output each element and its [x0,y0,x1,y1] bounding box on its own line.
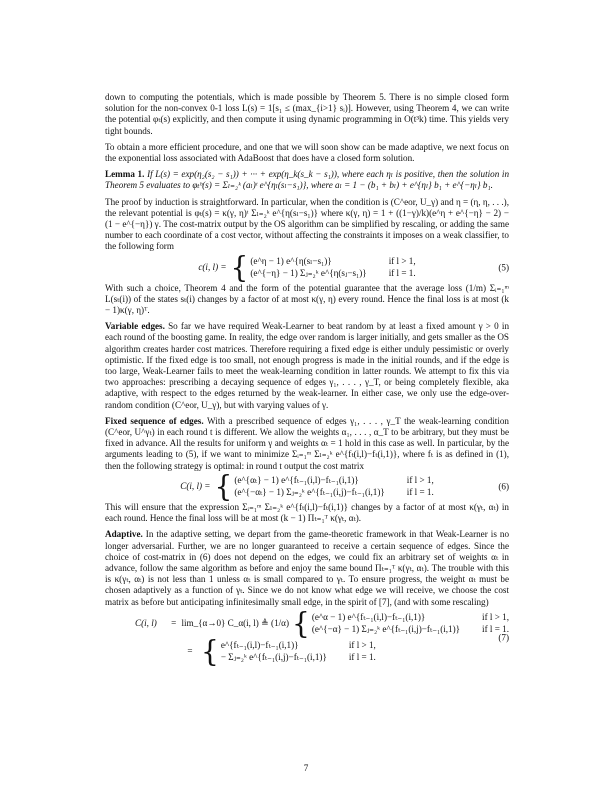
equation-7-r2-case2-expr: − Σⱼ₌₂ᵏ e^{fₜ₋₁(i,j)−fₜ₋₁(i,1)} [220,652,327,663]
equation-7 [105,605,509,669]
equation-6-number: (6) [498,481,509,492]
equation-5-cases [250,256,415,280]
page-number: 7 [303,763,309,773]
paragraph-adaptive [105,529,509,607]
lemma-heading: Lemma 1. [105,169,145,180]
equation-5-number: (5) [498,261,509,272]
paragraph-fixed-sequence [105,416,509,472]
equation-5-case2-expr: (e^{−η} − 1) Σⱼ₌₂ᵏ e^{η(sⱼ−s₁)} [250,268,367,279]
equation-6-lhs: C(i, l) = [180,481,211,492]
lemma-1 [105,169,509,191]
equation-7-row2-equals: = [187,645,193,656]
equation-7-cases-1 [312,612,509,636]
equation-7-r2-case2-cond: if l = 1. [348,652,376,663]
equation-7-r1-case1-expr: (e^α − 1) e^{fₜ₋₁(i,l)−fₜ₋₁(i,1)} [311,611,426,622]
equation-7-r1-case2-cond: if l = 1. [482,624,509,635]
lemma-statement: If L(s) = exp(η₂(s₂ − s₁)) + ··· + exp(η_k(s_k − s₁)), where each ηₗ is positive, then the solution in Theorem 5 evaluates to φₜᵇ(s) = Σₗ₌₂ᵏ (aₗ)ᵗ e^{ηₗ(sₗ−s₁)}, where aₗ = 1 − (b₁ + bₗ) + e^{ηₗ} b₁ + e^{−ηₗ} b₁. [105,169,510,191]
paper-page-body [105,92,510,669]
equation-7-number: (7) [498,631,509,642]
equation-6-case2-expr: (e^{−αₜ} − 1) Σⱼ₌₂ᵏ e^{fₜ₋₁(i,j)−fₜ₋₁(i,1)} [234,487,385,498]
equation-6-case1-expr: (e^{αₜ} − 1) e^{fₜ₋₁(i,l)−fₜ₋₁(i,1)} [234,474,359,485]
paragraph-final-loss: This will ensure that the expression Σᵢ₌₁ᵐ Σₗ₌₂ᵏ e^{fₜ(i,l)−fₜ(i,1)} changes by a factor of at most κ(γₜ, αₜ) in each round. Hence the final loss will be at most (k − 1) Πₜ₌₁ᵀ κ(γₜ, αₜ). [105,501,509,524]
equation-5-case1-expr: (e^η − 1) e^{η(sₗ−s₁)} [250,255,332,266]
equation-7-lhs: C(i, l) [135,617,157,628]
fixed-sequence-heading: Fixed sequence of edges. [105,415,204,426]
adaptive-body: In the adaptive setting, we depart from the game-theoretic framework in that Weak-Learner is no longer adversarial. Further, we are no longer guaranteed to receive a certain sequence of edges. Since the choice of cost-matrix in (6) does not depend on the edges, we could fix an arbitrary set of weights αₜ in advance, follow the same algorithm as before and enjoy the same bound Πₜ₌₁ᵀ κ(γₜ, αₜ). The trouble with this is κ(γₜ, αₜ) is not less than 1 unless αₜ is small compared to γₜ. To ensure progress, the weight αₜ must be chosen adaptively as a function of γₜ. Since we do not know what edge we will receive, we choose the cost matrix as before but anticipating infinitesimally small edge, in the spirit of [7], (and with some rescaling) [105,529,510,607]
equation-6-brace: { [214,469,233,504]
paragraph-average-loss: With such a choice, Theorem 4 and the form of the potential guarantee that the average loss (1/m) Σᵢ₌₁ᵐ L(sₜ(i)) of the states sₜ(i) changes by a factor of at most κ(γ, η) every round. Hence the final loss is at most (k − 1)κ(γ, η)ᵀ. [105,282,509,316]
equation-7-r1-case1-cond: if l > 1, [482,611,509,622]
paragraph-proof: The proof by induction is straightforward. In particular, when the condition is (C^eor, U_γ) and η = (η, η, . . .), the relevant potential is φₜ(s) = κ(γ, η)ᵗ Σₗ₌₂ᵏ e^{η(sₗ−s₁)} where κ(γ, η) = 1 + ((1−γ)/k)(e^η + e^{−η} − 2) − (1 − e^{−η}) γ. The cost-matrix output by the OS algorithm can be simplified by rescaling, or adding the same number to each coordinate of a cost vector, without affecting the constraints it imposes on a weak classifier, to the following form [105,196,509,252]
equation-6-case1-cond: if l > 1, [406,474,434,485]
equation-5-case2-cond: if l = 1. [388,268,416,279]
paragraph-variable-edges [105,321,509,411]
variable-edges-body: So far we have required Weak-Learner to beat random by at least a fixed amount γ > 0 in each round of the boosting game. In reality, the edge over random is larger initially, and gets smaller as the OS algorithm creates harder cost matrices. Therefore requiring a fixed edge is either unduly pessimistic or overly optimistic. If the fixed edge is too small, not enough progress is made in the initial rounds, and if the edge is too large, Weak-Learner fails to meet the weak-learning condition in latter rounds. We attempt to fix this via two approaches: prescribing a decaying sequence of edges γ₁, . . . , γ_T, or being completely flexible, aka adaptive, with respect to the edges returned by the weak-learner. In either case, we only use the edge-over-random condition (C^eor, U_γ), but with varying values of γ. [105,321,510,410]
equation-7-row-2 [135,631,509,669]
equation-7-row-1 [135,605,509,641]
paragraph-potentials: down to computing the potentials, which is made possible by Theorem 5. There is no simple closed form solution for the non-convex 0-1 loss L(s) = 1[s₁ ≤ (max_{i>1} sᵢ)]. However, using Theorem 4, we can write the potential φₜ(s) explicitly, and then compute it using dynamic programming in O(t³k) time. This yields very tight bounds. [105,92,509,136]
equation-6-case2-cond: if l = 1. [406,487,434,498]
equation-6-cases [234,475,433,499]
equation-5-lhs: c(i, l) = [198,261,227,272]
equation-6 [105,469,509,504]
variable-edges-heading: Variable edges. [105,321,165,332]
fixed-sequence-body: With a prescribed sequence of edges γ₁, . . . , γ_T the weak-learning condition (C^eor, U^γₜ) in each round t is different. We allow the weights α₁, . . . , α_T to be arbitrary, but they must be fixed in advance. All the results for uniform γ and weights αₜ = 1 hold in this case as well. In particular, by the arguments leading to (5), if we want to minimize Σᵢ₌₁ᵐ Σₗ₌₂ᵏ e^{fₜ(i,l)−fₜ(i,1)}, where fₜ is as defined in (1), then the following strategy is optimal: in round t output the cost matrix [105,415,509,471]
equation-7-row1-equals: = [171,617,177,628]
paragraph-efficient-procedure: To obtain a more efficient procedure, and one that we will soon show can be made adaptive, we next focus on the exponential loss associated with AdaBoost that does have a closed form solution. [105,141,509,164]
equation-5-case1-cond: if l > 1, [388,255,416,266]
equation-7-cases-2 [221,640,376,664]
equation-7-limit: lim_{α→0} C_α(i, l) ≜ (1/α) [181,617,289,628]
equation-7-r2-case1-cond: if l > 1, [348,639,376,650]
adaptive-heading: Adaptive. [105,529,143,540]
equation-5-brace: { [230,249,249,285]
equation-5 [105,249,509,285]
equation-7-brace-1: { [291,605,310,641]
equation-7-r1-case2-expr: (e^{−α} − 1) Σⱼ₌₂ᵏ e^{fₜ₋₁(i,j)−fₜ₋₁(i,1)} [311,624,461,635]
equation-7-r2-case1-expr: e^{fₜ₋₁(i,l)−fₜ₋₁(i,1)} [220,639,299,650]
equation-7-brace-2: { [201,633,219,669]
